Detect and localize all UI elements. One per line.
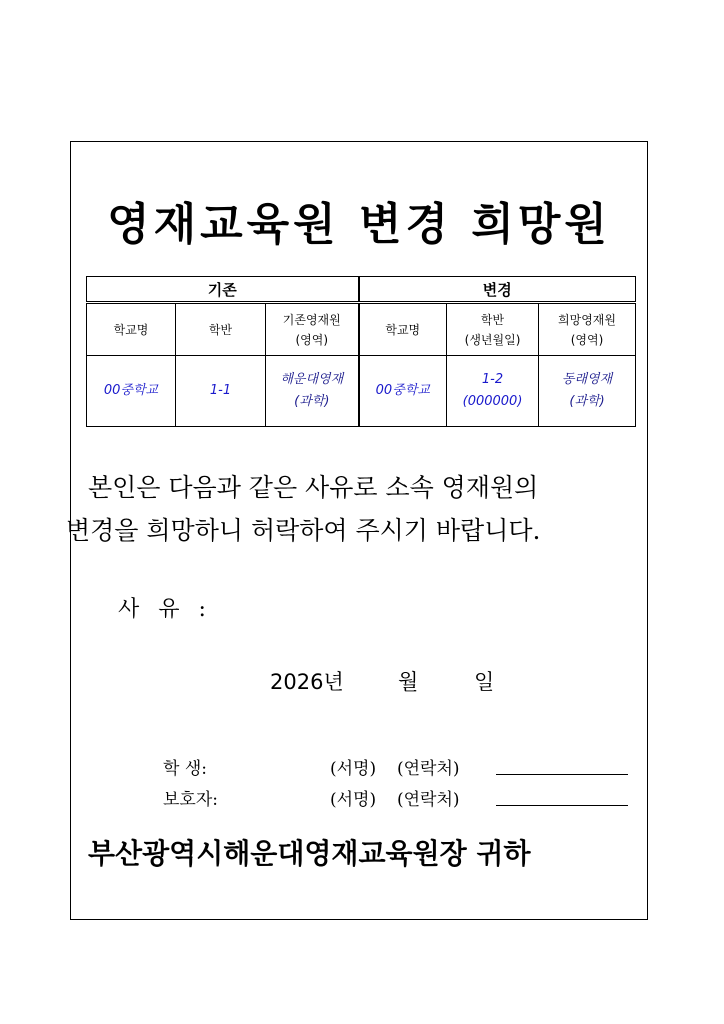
value-new-class-line1: 1-2 — [481, 372, 504, 387]
header-new-class — [447, 303, 539, 356]
date-year[interactable]: 2026년 — [270, 670, 344, 694]
value-wish-center-line1: 동래영재 — [561, 372, 613, 387]
header-existing-center-line2: (영역) — [295, 332, 329, 347]
group-change-header: 변경 — [359, 277, 636, 303]
addressee: 부산광역시해운대영재교육원장 귀하 — [88, 837, 531, 870]
date-month[interactable]: 월 — [398, 670, 419, 694]
value-existing-center[interactable] — [266, 356, 359, 427]
table-column-header-row — [87, 303, 636, 356]
value-wish-center[interactable] — [539, 356, 636, 427]
request-statement — [66, 466, 648, 552]
group-existing-header: 기존 — [87, 277, 359, 303]
value-existing-center-line1: 해운대영재 — [280, 372, 344, 387]
header-school: 학교명 — [87, 303, 176, 356]
value-school[interactable]: 00중학교 — [87, 356, 176, 427]
date-day[interactable]: 일 — [474, 670, 495, 694]
header-class: 학반 — [176, 303, 266, 356]
table-value-row — [87, 356, 636, 427]
value-new-class[interactable] — [447, 356, 539, 427]
student-label: 학 생: — [163, 759, 207, 779]
request-statement-line2: 변경을 희망하니 허락하여 주시기 바랍니다. — [66, 516, 541, 545]
value-class[interactable]: 1-1 — [176, 356, 266, 427]
student-sign-text: (서명) — [330, 759, 377, 779]
guardian-signature-row — [0, 785, 724, 815]
header-existing-center — [266, 303, 359, 356]
value-wish-center-line2: (과학) — [569, 394, 605, 409]
change-info-table — [86, 276, 636, 427]
guardian-label: 보호자: — [163, 790, 218, 810]
document-title: 영재교육원 변경 희망원 — [107, 199, 611, 250]
header-new-class-line2: (생년월일) — [464, 332, 521, 347]
guardian-sign-text: (서명) — [330, 790, 377, 810]
header-new-school: 학교명 — [359, 303, 447, 356]
value-new-school[interactable]: 00중학교 — [359, 356, 447, 427]
header-wish-center-line1: 희망영재원 — [558, 312, 616, 327]
table-group-header-row — [87, 277, 636, 303]
student-contact-line[interactable] — [496, 774, 628, 775]
reason-label: 사 유 : — [118, 597, 212, 622]
value-existing-center-line2: (과학) — [294, 394, 330, 409]
header-wish-center — [539, 303, 636, 356]
guardian-contact-line[interactable] — [496, 805, 628, 806]
header-existing-center-line1: 기존영재원 — [282, 312, 341, 327]
header-new-class-line1: 학반 — [480, 312, 505, 327]
student-signature-row — [0, 754, 724, 784]
header-wish-center-line2: (영역) — [570, 332, 604, 347]
request-statement-line1: 본인은 다음과 같은 사유로 소속 영재원의 — [88, 473, 539, 502]
value-new-class-line2: (000000) — [462, 394, 523, 409]
guardian-contact-text: (연락처) — [397, 790, 460, 810]
student-contact-text: (연락처) — [397, 759, 460, 779]
